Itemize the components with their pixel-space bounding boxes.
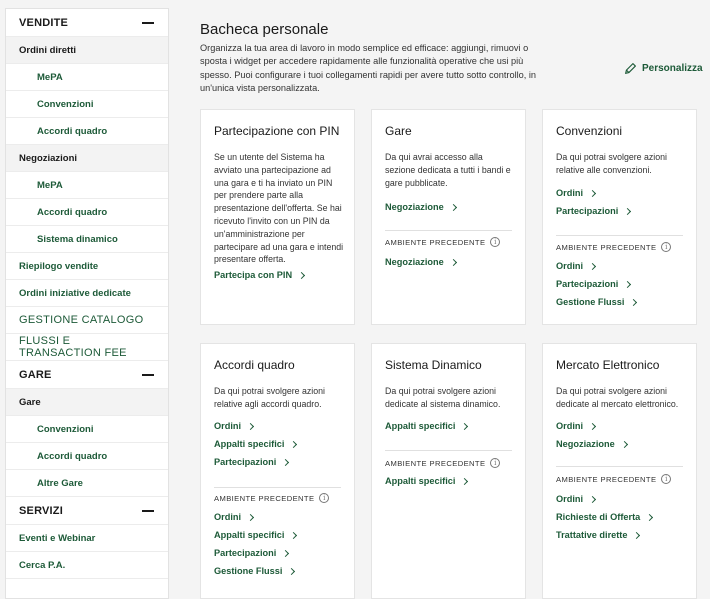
chevron-right-icon [589,422,596,429]
link-label: Gestione Flussi [556,297,625,307]
personalizza-label: Personalizza [642,63,703,74]
gare-prev-negoziazione-link[interactable] [385,257,456,267]
pencil-icon [624,62,637,75]
divider [385,230,512,231]
ambiente-precedente-label [556,474,671,484]
page-title: Bacheca personale [200,21,329,38]
chevron-right-icon [247,422,254,429]
sidebar-item-ordini-iniziative[interactable]: Ordini iniziative dedicate [6,280,168,307]
sidebar-item-cerca[interactable]: Cerca P.A. [6,552,168,579]
card-description: Da qui potrai svolgere azioni dedicate al mercato elettronico. [556,386,679,409]
prev-label-text: AMBIENTE PRECEDENTE [214,493,315,503]
card-mercato-elettronico [542,343,697,599]
chevron-right-icon [630,298,637,305]
chevron-right-icon [282,458,289,465]
card-description: Da qui potrai svolgere azioni dedicate al sistema dinamico. [385,386,501,409]
sidebar-item-neg-mepa[interactable]: MePA [6,172,168,199]
sidebar-section-vendite[interactable] [6,9,168,37]
link-label: Ordini [214,512,242,522]
link-label: Negoziazione [385,257,444,267]
sidebar-item-ordini-diretti[interactable]: Ordini diretti [6,37,168,64]
sidebar-item-od-accordi[interactable]: Accordi quadro [6,118,168,145]
page-intro: Organizza la tua area di lavoro in modo semplice ed efficace: aggiungi, rimuovi o sposta i widget per accedere rapidamente alle funzionalità operative che usi più spesso. Puoi configurare i tuoi collegamenti rapidi per avere tutto sotto controllo, in un'unica vista personalizzata. [200,43,537,94]
mercato-prev-ordini-link[interactable] [556,494,595,504]
mercato-prev-trattative-link[interactable] [556,530,639,540]
sidebar-section-gestione-catalogo[interactable]: GESTIONE CATALOGO [6,307,168,334]
chevron-right-icon [633,531,640,538]
card-gare [371,109,526,325]
chevron-right-icon [624,207,631,214]
chevron-right-icon [288,567,295,574]
chevron-right-icon [646,513,653,520]
info-icon[interactable]: i [661,242,671,252]
link-label: Ordini [214,421,242,431]
ambiente-precedente-label [214,493,329,503]
personalizza-button[interactable] [624,62,703,75]
link-label: Ordini [556,261,584,271]
partecipa-con-pin-link[interactable] [214,270,304,280]
sidebar [5,8,169,599]
link-label: Negoziazione [385,202,444,212]
chevron-right-icon [290,531,297,538]
link-label: Partecipazioni [214,457,277,467]
card-title: Partecipazione con PIN [214,124,340,138]
convenzioni-prev-partecipazioni-link[interactable] [556,279,630,289]
minus-icon[interactable] [142,510,154,512]
link-label: Partecipazioni [556,279,619,289]
minus-icon[interactable] [142,374,154,376]
chevron-right-icon [247,513,254,520]
sidebar-section-flussi[interactable]: FLUSSI E TRANSACTION FEE [6,334,168,361]
chevron-right-icon [621,440,628,447]
accordi-prev-gestione-flussi-link[interactable] [214,566,294,576]
card-title: Convenzioni [556,124,623,138]
convenzioni-prev-ordini-link[interactable] [556,261,595,271]
sidebar-item-gare-convenzioni[interactable]: Convenzioni [6,416,168,443]
card-convenzioni [542,109,697,325]
sidebar-item-riepilogo[interactable]: Riepilogo vendite [6,253,168,280]
accordi-appalti-link[interactable] [214,439,296,449]
accordi-prev-appalti-link[interactable] [214,530,296,540]
divider [556,235,683,236]
prev-label-text: AMBIENTE PRECEDENTE [556,474,657,484]
card-description: Da qui potrai svolgere azioni relative agli accordi quadro. [214,386,326,409]
chevron-right-icon [450,203,457,210]
link-label: Partecipa con PIN [214,270,293,280]
card-accordi-quadro [200,343,355,599]
accordi-partecipazioni-link[interactable] [214,457,288,467]
link-label: Negoziazione [556,439,615,449]
link-label: Gestione Flussi [214,566,283,576]
sidebar-item-negoziazioni[interactable]: Negoziazioni [6,145,168,172]
chevron-right-icon [298,271,305,278]
link-label: Richieste di Offerta [556,512,641,522]
sidebar-section-label: SERVIZI [19,504,63,517]
prev-label-text: AMBIENTE PRECEDENTE [385,237,486,247]
mercato-prev-richieste-link[interactable] [556,512,652,522]
ambiente-precedente-label [385,458,500,468]
sidebar-item-gare-altre[interactable]: Altre Gare [6,470,168,497]
card-description: Se un utente del Sistema ha avviato una partecipazione ad una gara e ti ha inviato un PIN per prendere parte alla presentazione dell'offerta. Se hai ricevuto l'invito con un PIN da un'amministrazione per partecipare ad una gara e intendi presentare offerta. [214,152,344,265]
card-description: Da qui avrai accesso alla sezione dedicata a tutti i bandi e gare pubblicate. [385,152,511,188]
mercato-ordini-link[interactable] [556,421,595,431]
minus-icon[interactable] [142,22,154,24]
info-icon[interactable]: i [490,237,500,247]
info-icon[interactable]: i [661,474,671,484]
convenzioni-ordini-link[interactable] [556,188,595,198]
convenzioni-partecipazioni-link[interactable] [556,206,630,216]
gare-negoziazione-link[interactable] [385,202,456,212]
chevron-right-icon [461,477,468,484]
sidebar-section-gare[interactable] [6,361,168,389]
link-label: Appalti specifici [385,421,456,431]
sidebar-item-gare-accordi[interactable]: Accordi quadro [6,443,168,470]
card-title: Mercato Elettronico [556,358,660,372]
chevron-right-icon [589,189,596,196]
sistema-appalti-link[interactable] [385,421,467,431]
sidebar-item-gare[interactable]: Gare [6,389,168,416]
sidebar-item-neg-sistema[interactable]: Sistema dinamico [6,226,168,253]
sidebar-section-label: VENDITE [19,16,69,29]
sidebar-item-od-mepa[interactable]: MePA [6,64,168,91]
convenzioni-prev-gestione-flussi-link[interactable] [556,297,636,307]
divider [556,466,683,467]
chevron-right-icon [282,549,289,556]
link-label: Appalti specifici [214,439,285,449]
info-icon[interactable]: i [490,458,500,468]
sidebar-section-servizi[interactable] [6,497,168,525]
accordi-ordini-link[interactable] [214,421,253,431]
card-description: Da qui potrai svolgere azioni relative alle convenzioni. [556,152,668,175]
info-icon[interactable]: i [319,493,329,503]
chevron-right-icon [290,440,297,447]
divider [214,487,341,488]
card-partecipazione-pin [200,109,355,325]
prev-label-text: AMBIENTE PRECEDENTE [556,242,657,252]
link-label: Ordini [556,421,584,431]
chevron-right-icon [450,258,457,265]
divider [385,450,512,451]
chevron-right-icon [589,262,596,269]
prev-label-text: AMBIENTE PRECEDENTE [385,458,486,468]
card-title: Accordi quadro [214,358,295,372]
link-label: Appalti specifici [385,476,456,486]
link-label: Trattative dirette [556,530,628,540]
card-title: Sistema Dinamico [385,358,482,372]
accordi-prev-ordini-link[interactable] [214,512,253,522]
mercato-negoziazione-link[interactable] [556,439,627,449]
chevron-right-icon [461,422,468,429]
dashboard-main [200,0,710,599]
card-sistema-dinamico [371,343,526,599]
link-label: Ordini [556,494,584,504]
sidebar-section-label: GARE [19,368,52,381]
chevron-right-icon [624,280,631,287]
sidebar-item-eventi[interactable]: Eventi e Webinar [6,525,168,552]
chevron-right-icon [589,495,596,502]
link-label: Appalti specifici [214,530,285,540]
accordi-prev-partecipazioni-link[interactable] [214,548,288,558]
ambiente-precedente-label [556,242,671,252]
card-title: Gare [385,124,412,138]
sistema-prev-appalti-link[interactable] [385,476,467,486]
sidebar-item-neg-accordi[interactable]: Accordi quadro [6,199,168,226]
link-label: Partecipazioni [556,206,619,216]
ambiente-precedente-label [385,237,500,247]
link-label: Partecipazioni [214,548,277,558]
link-label: Ordini [556,188,584,198]
sidebar-item-od-convenzioni[interactable]: Convenzioni [6,91,168,118]
